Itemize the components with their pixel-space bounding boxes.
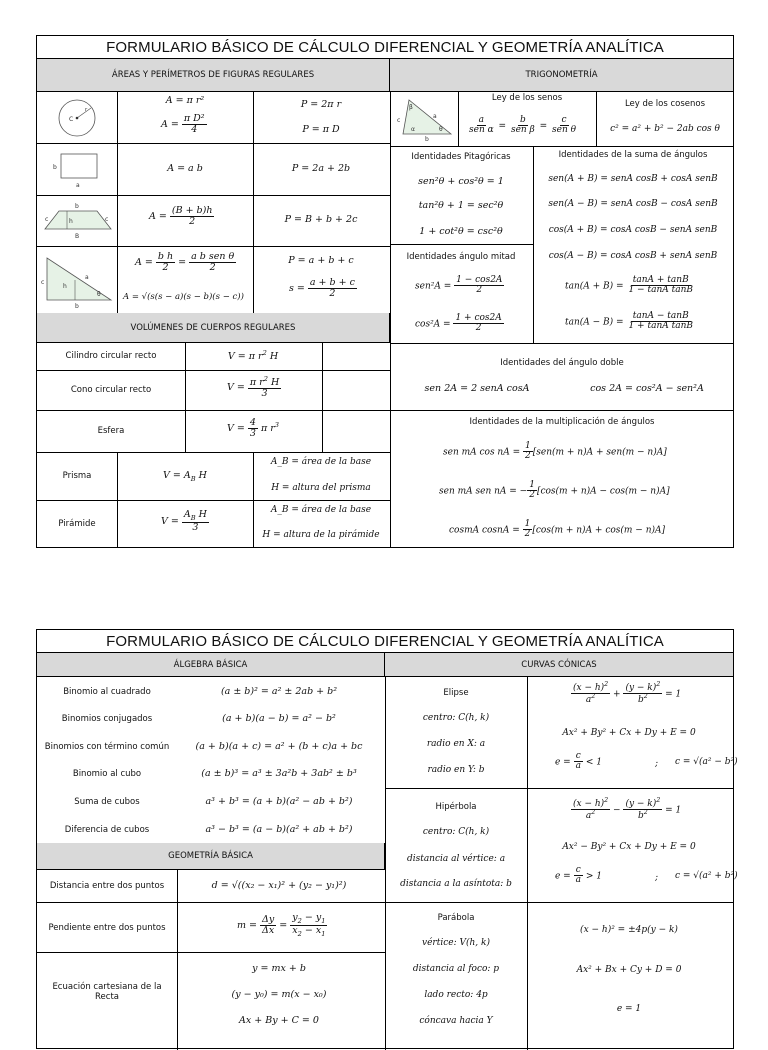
rectangle-perimeter: P = 2a + 2b <box>291 163 351 174</box>
double-angle-header: Identidades del ángulo doble <box>500 358 624 368</box>
volumes-header: VOLÚMENES DE CUERPOS REGULARES <box>37 313 390 343</box>
sum-identity-4: cos(A − B) = cosA cosB + senA senB <box>548 251 718 261</box>
parabola-line-2: distancia al foco: p <box>412 964 500 974</box>
svg-text:B: B <box>75 233 80 240</box>
volume-formula-prism: $V = A_B$ H <box>163 470 207 483</box>
parabola-general-eq: Ax² + Bx + Cy + D = 0 <box>576 965 682 975</box>
half-angle-header: Identidades ángulo mitad <box>406 252 516 262</box>
algebra-formula-6: a³ − b³ = (a − b)(a² + ab + b²) <box>205 824 353 835</box>
circle-area-2: A = $\frac{\text{π D²}}{4}$ <box>161 113 205 135</box>
half-angle-cos: cos²A = $\frac{1 + \cos 2A}{2}$ <box>415 313 502 334</box>
hyperbola-general-eq: Ax² − By² + Cx + Dy + E = 0 <box>562 842 696 852</box>
double-angle-sen: sen 2A = 2 senA cosA <box>424 383 530 394</box>
distance-formula: d = √((x₂ − x₁)² + (y₂ − y₁)²) <box>211 880 347 891</box>
algebra-formula-5: a³ + b³ = (a + b)(a² − ab + b²) <box>205 796 353 807</box>
law-of-cosines-formula: c² = a² + b² − 2ab cos θ <box>610 124 720 134</box>
circle-area-2-den: 4 <box>191 123 198 135</box>
sum-angles-header: Identidades de la suma de ángulos <box>558 150 708 160</box>
circle-figure <box>53 96 101 140</box>
ellipse-general-eq: Ax² + By² + Cx + Dy + E = 0 <box>562 728 696 738</box>
ellipse-line-2: radio en X: a <box>426 739 486 749</box>
volume-formula-sphere: V = $\frac{4}{3}$ π $r^3$ <box>227 417 279 439</box>
svg-text:b: b <box>53 164 57 171</box>
svg-text:h: h <box>63 283 67 290</box>
hyperbola-separator: ; <box>655 873 659 883</box>
svg-text:a: a <box>85 274 89 281</box>
rectangle-area: A = a b <box>167 163 203 174</box>
pyramid-note-base: A_B = área de la base <box>270 505 372 515</box>
svg-text:c: c <box>105 216 109 223</box>
pythagorean-identity-2: tan²θ + 1 = sec²θ <box>418 200 504 211</box>
parabola-line-1: vértice: V(h, k) <box>422 938 490 948</box>
pyramid-note-height: H = altura de la pirámide <box>262 530 380 540</box>
hyperbola-line-3: distancia a la asíntota: b <box>400 879 512 889</box>
half-angle-sen: sen²A = $\frac{1 - \cos 2A}{2}$ <box>415 275 503 296</box>
trapezoid-perimeter: P = B + b + 2c <box>284 214 358 225</box>
volume-name-cylinder: Cilindro circular recto <box>65 351 157 361</box>
algebra-formula-3: (a + b)(a + c) = a² + (b + c)a + bc <box>195 741 363 752</box>
hyperbola-name: Hipérbola <box>435 802 477 812</box>
algebra-name-1: Binomio al cuadrado <box>63 687 151 697</box>
multiplication-identity-2: sen mA sen nA = − $\frac{1}{2}$ [cos(m + n)A − cos(m − n)A] <box>439 480 670 501</box>
svg-text:β: β <box>409 104 413 111</box>
sheet-title: FORMULARIO BÁSICO DE CÁLCULO DIFERENCIAL Y GEOMETRÍA ANALÍTICA <box>37 36 733 59</box>
pythagorean-header: Identidades Pitagóricas <box>411 152 511 162</box>
multiplication-header: Identidades de la multiplicación de ángulos <box>469 417 655 427</box>
pythagorean-identity-1: sen²θ + cos²θ = 1 <box>418 176 504 187</box>
circle-perimeter-2: P = π D <box>302 124 340 135</box>
hyperbola-c: c = √(a² + b²) <box>675 871 738 881</box>
areas-header: ÁREAS Y PERÍMETROS DE FIGURAS REGULARES <box>37 59 390 92</box>
svg-text:b: b <box>425 136 429 142</box>
trig-triangle-figure <box>395 94 457 142</box>
ellipse-c: c = √(a² − b²) <box>675 757 738 767</box>
ellipse-name: Elipse <box>443 688 469 698</box>
trig-header: TRIGONOMETRÍA <box>390 59 733 92</box>
volume-name-prism: Prisma <box>62 471 92 481</box>
triangle-s-den: 2 <box>329 287 336 299</box>
svg-text:a: a <box>76 182 80 189</box>
algebra-formula-2: (a + b)(a − b) = a² − b² <box>222 713 336 724</box>
parabola-standard-eq: (x − h)² = ±4p(y − k) <box>580 925 678 935</box>
triangle-figure <box>41 250 115 310</box>
triangle-area-den-1: 2 <box>162 261 169 273</box>
volume-name-sphere: Esfera <box>97 426 125 436</box>
parabola-name: Parábola <box>437 913 475 923</box>
triangle-semiperimeter: s = $\frac{a + b + c}{2}$ <box>289 277 355 299</box>
circle-area-2-num: π D² <box>183 113 205 124</box>
law-of-sines-formula: $\frac{a}{\text{sen α}}$ = $\frac{b}{\text{sen β}}$ = $\frac{c}{\text{sen θ}}$ <box>469 115 577 136</box>
ellipse-standard-eq: $\frac{(x - h)^2}{a^2}$ + $\frac{(y - k)^2}{b^2}$ = 1 <box>573 681 682 706</box>
trapezoid-area-num: (B + b)h <box>171 205 213 216</box>
ellipse-line-1: centro: C(h, k) <box>422 713 490 723</box>
sheet-title: FORMULARIO BÁSICO DE CÁLCULO DIFERENCIAL Y GEOMETRÍA ANALÍTICA <box>37 630 733 653</box>
sum-identity-3: cos(A + B) = cosA cosB − senA senB <box>548 225 718 235</box>
formula-sheet-1 <box>36 35 734 548</box>
double-angle-cos: cos 2A = cos²A − sen²A <box>590 383 704 394</box>
trapezoid-area-den: 2 <box>189 215 196 227</box>
law-of-sines-title: Ley de los senos <box>491 93 563 103</box>
hyperbola-standard-eq: $\frac{(x - h)^2}{a^2}$ − $\frac{(y - k)^2}{b^2}$ = 1 <box>573 797 682 822</box>
volume-name-cone: Cono circular recto <box>70 385 152 395</box>
trapezoid-figure <box>41 199 115 241</box>
prism-note-base: A_B = área de la base <box>270 457 372 467</box>
tan-sum-identity: tan(A + B) = $\frac{\tan A + \tan B}{\text{1 − tanA tanB}}$ <box>565 275 693 296</box>
volume-name-pyramid: Pirámide <box>58 519 96 529</box>
ellipse-eccentricity: e = $\frac{c}{a}$ < 1 <box>555 751 602 772</box>
line-name: Ecuación cartesiana de la Recta <box>52 982 162 1002</box>
tan-diff-identity: tan(A − B) = $\frac{\tan A - \tan B}{\text{1 + tanA tanB}}$ <box>565 311 693 332</box>
triangle-area-num-1: b h <box>157 251 174 262</box>
conics-header: CURVAS CÓNICAS <box>385 653 733 677</box>
triangle-s-num: a + b + c <box>309 277 355 288</box>
trapezoid-area: A = $\frac{(B + b)h}{2}$ <box>149 205 213 227</box>
hyperbola-eccentricity: e = $\frac{c}{a}$ > 1 <box>555 865 602 886</box>
algebra-name-6: Diferencia de cubos <box>64 825 150 835</box>
parabola-eccentricity: e = 1 <box>616 1004 642 1014</box>
svg-text:C: C <box>69 116 74 123</box>
line-formula-1: y = mx + b <box>252 963 306 974</box>
triangle-perimeter: P = a + b + c <box>288 255 354 266</box>
sum-identity-2: sen(A − B) = senA cosB − cosA senB <box>548 199 718 209</box>
algebra-name-3: Binomios con término común <box>44 742 170 752</box>
line-formula-2: (y − y₀) = m(x − x₀) <box>231 989 327 1000</box>
law-of-cosines-title: Ley de los cosenos <box>624 99 706 109</box>
formula-sheet-2 <box>36 629 738 1049</box>
parabola-line-4: cóncava hacia Y <box>419 1016 493 1026</box>
circle-area-1: A = π r² <box>165 95 205 106</box>
geometry-header: GEOMETRÍA BÁSICA <box>37 843 385 870</box>
algebra-formula-4: (a ± b)³ = a³ ± 3a²b + 3ab² ± b³ <box>201 768 357 779</box>
hyperbola-line-1: centro: C(h, k) <box>422 827 490 837</box>
svg-text:α: α <box>411 126 415 133</box>
svg-text:r: r <box>85 107 88 113</box>
pythagorean-identity-3: 1 + cot²θ = csc²θ <box>419 226 503 237</box>
volume-formula-cone: V = $\frac{\pi r^2 H}{3}$ <box>227 375 280 400</box>
svg-text:b: b <box>75 203 79 210</box>
svg-text:θ: θ <box>439 126 443 133</box>
prism-note-height: H = altura del prisma <box>271 483 371 493</box>
slope-formula: m = $\frac{\Delta y}{\Delta x}$ = $\frac{y_2 - y_1}{x_2 - x_1}$ <box>237 912 326 938</box>
sum-identity-1: sen(A + B) = senA cosB + cosA senB <box>548 174 718 184</box>
parabola-line-3: lado recto: 4p <box>424 990 488 1000</box>
svg-text:a: a <box>433 113 437 120</box>
multiplication-identity-3: cosmA cosnA = $\frac{1}{2}$ [cos(m + n)A + cos(m − n)A] <box>449 519 666 540</box>
svg-text:c: c <box>45 216 49 223</box>
volume-formula-pyramid: V = $\frac{A_B H}{3}$ <box>161 509 207 533</box>
algebra-header: ÁLGEBRA BÁSICA <box>37 653 385 677</box>
triangle-heron: A = √(s(s − a)(s − b)(s − c)) <box>123 292 244 302</box>
circle-perimeter-1: P = 2π r <box>300 99 342 110</box>
svg-text:c: c <box>397 117 401 124</box>
algebra-name-5: Suma de cubos <box>74 797 140 807</box>
svg-text:c: c <box>41 279 45 286</box>
algebra-name-4: Binomio al cubo <box>72 769 142 779</box>
triangle-area-den-2: 2 <box>209 261 216 273</box>
distance-name: Distancia entre dos puntos <box>49 881 165 891</box>
triangle-area-num-2: a b sen θ <box>191 251 235 262</box>
slope-name: Pendiente entre dos puntos <box>48 923 166 933</box>
hyperbola-line-2: distancia al vértice: a <box>406 854 506 864</box>
volume-formula-cylinder: V = π $r^2$ H <box>227 349 279 363</box>
ellipse-separator: ; <box>655 759 659 769</box>
algebra-name-2: Binomios conjugados <box>61 714 153 724</box>
ellipse-line-3: radio en Y: b <box>427 765 485 775</box>
triangle-area: A = $\frac{\text{b h}}{2}$ = $\frac{\text{a b sen θ}}{2}$ <box>135 251 235 273</box>
svg-text:h: h <box>69 218 73 225</box>
line-formula-3: Ax + By + C = 0 <box>239 1015 319 1026</box>
svg-text:θ: θ <box>97 291 101 298</box>
svg-text:b: b <box>75 303 79 310</box>
algebra-formula-1: (a ± b)² = a² ± 2ab + b² <box>220 686 338 697</box>
multiplication-identity-1: sen mA cos nA = $\frac{1}{2}$ [sen(m + n)A + sen(m − n)A] <box>443 441 667 462</box>
rectangle-figure <box>49 148 107 190</box>
